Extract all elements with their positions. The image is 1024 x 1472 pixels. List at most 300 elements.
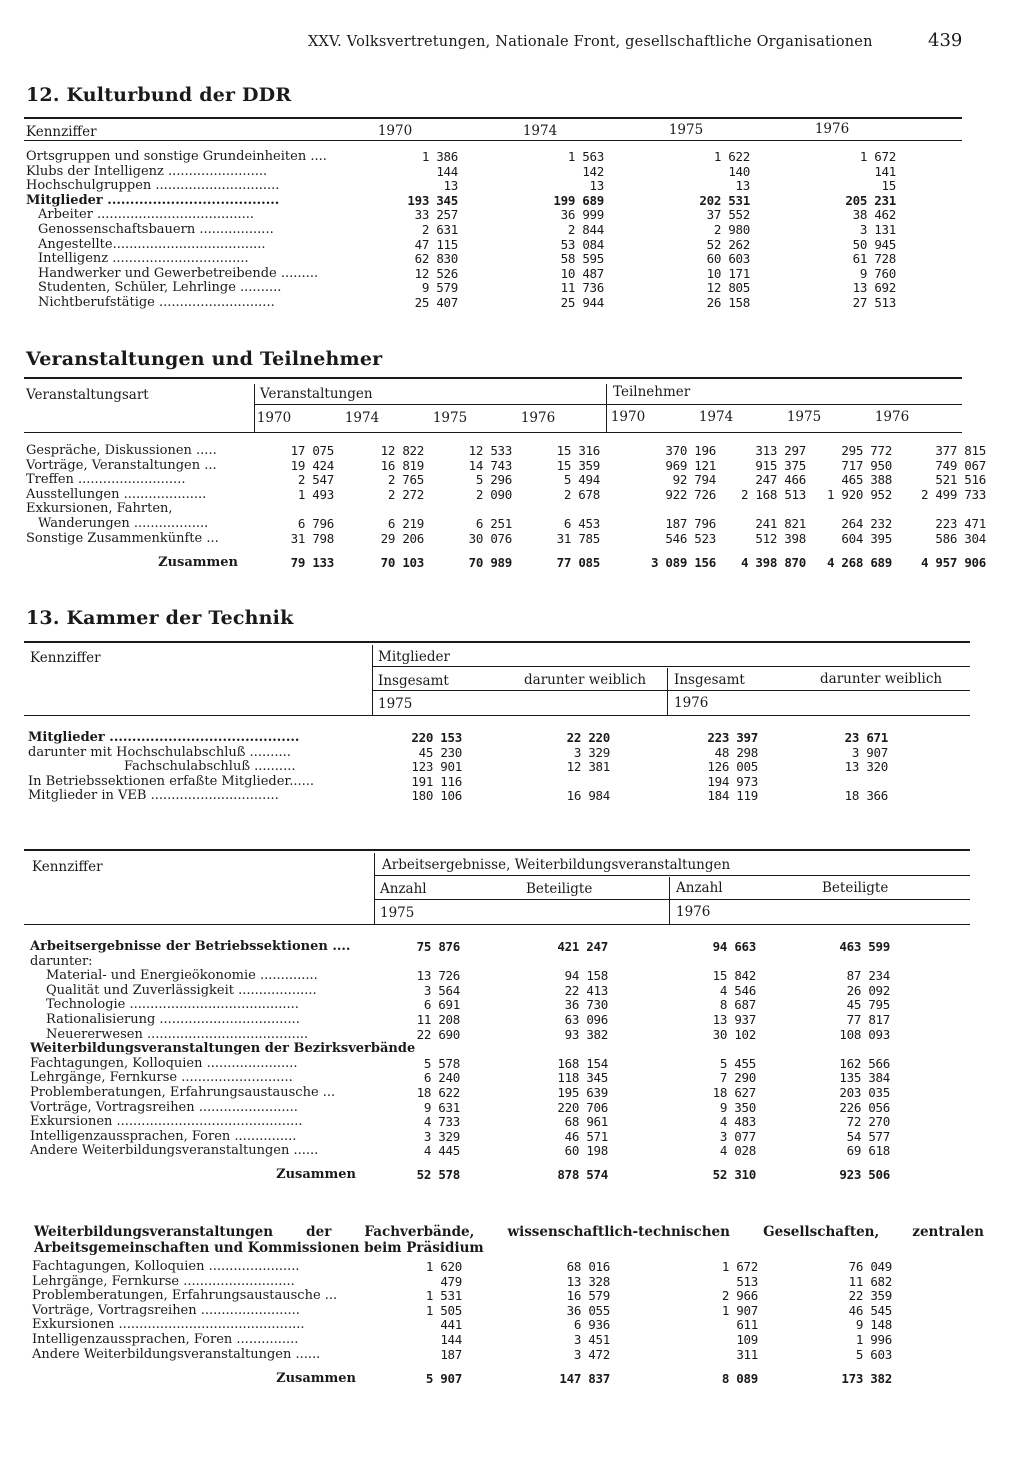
cell-value: 8 687 (719, 997, 756, 1013)
cell-value: 1 672 (721, 1259, 758, 1274)
cell-value: 60 603 (706, 251, 750, 267)
row-label: darunter: (30, 953, 93, 969)
cell-value: 36 730 (564, 997, 608, 1013)
column-group-teilnehmer: Teilnehmer (613, 384, 691, 400)
cell-value (512, 502, 600, 517)
cell-value: 191 116 (411, 773, 462, 789)
cell-value: 141 (874, 163, 896, 179)
table-row (26, 532, 986, 547)
cell-value: 19 424 (290, 457, 334, 473)
section-title-veranstaltungen: Veranstaltungen und Teilnehmer (26, 348, 383, 370)
table-row (30, 1130, 890, 1145)
cell-value: 45 795 (846, 997, 890, 1013)
cell-value: 193 345 (407, 192, 458, 208)
cell-value: 6 691 (423, 997, 460, 1013)
cell-value: 311 (736, 1346, 758, 1362)
total-row (30, 1159, 890, 1183)
table-row (30, 1057, 890, 1072)
cell-value: 60 198 (564, 1143, 608, 1159)
table-row (30, 984, 890, 999)
cell-value: 10 487 (560, 265, 604, 281)
cell-value: 513 (736, 1273, 758, 1289)
cell-value: 25 944 (560, 294, 604, 310)
cell-value: 2 844 (567, 221, 604, 237)
cell-value: 13 328 (566, 1273, 610, 1289)
cell-value: 421 247 (557, 939, 608, 954)
cell-value: 5 494 (563, 472, 600, 488)
row-label: Andere Weiterbildungsveranstaltungen ...... (32, 1346, 321, 1362)
cell-value: 12 805 (706, 280, 750, 296)
cell-value: 13 (443, 178, 458, 194)
cell-value (460, 955, 608, 970)
cell-value: 140 (728, 163, 750, 179)
cell-value (424, 502, 512, 517)
cell-value: 12 526 (414, 265, 458, 281)
cell-value: 611 (736, 1317, 758, 1333)
column-header-anzahl: Anzahl (676, 880, 723, 896)
row-label: Zusammen (276, 1370, 356, 1386)
table-header-rule (24, 715, 970, 716)
cell-value: 92 794 (672, 472, 716, 488)
cell-value: 203 035 (839, 1084, 890, 1100)
cell-value: 441 (440, 1317, 462, 1333)
cell-value: 3 131 (859, 221, 896, 237)
row-label: Sonstige Zusammenkünfte ... (26, 530, 219, 546)
cell-value: 5 455 (719, 1055, 756, 1071)
column-header-year: 1976 (874, 409, 910, 425)
kulturbund-table (26, 150, 896, 311)
row-label: Technologie ......................................... (46, 997, 299, 1013)
table-row (30, 1086, 890, 1101)
row-label: Mitglieder in VEB ............................... (28, 788, 279, 804)
cell-value: 377 815 (935, 443, 986, 458)
table-row (28, 760, 888, 775)
column-header-year: 1975 (380, 905, 415, 921)
group-header-rule (254, 404, 962, 405)
column-header-beteiligte: Beteiligte (526, 881, 593, 897)
column-header-year: 1974 (344, 410, 380, 426)
table-row (28, 731, 888, 746)
cell-value: 2 272 (387, 486, 424, 502)
cell-value: 370 196 (665, 443, 716, 458)
table-row (26, 473, 986, 488)
cell-value: 3 451 (573, 1331, 610, 1347)
row-label: Nichtberufstätige ............................ (38, 294, 275, 310)
table-row (26, 459, 986, 474)
cell-value: 52 262 (706, 236, 750, 252)
cell-value: 22 413 (564, 982, 608, 998)
table-header-rule (24, 140, 962, 141)
cell-value: 11 736 (560, 280, 604, 296)
row-label: Zusammen (158, 554, 238, 570)
cell-value: 2 678 (563, 486, 600, 502)
table-row (32, 1318, 892, 1333)
cell-value: 94 663 (712, 939, 756, 954)
cell-value: 6 936 (573, 1317, 610, 1333)
cell-value: 45 230 (418, 744, 462, 760)
table-row (30, 940, 890, 955)
row-label: Fachtagungen, Kolloquien ...................... (32, 1259, 300, 1274)
cell-value: 3 564 (423, 982, 460, 998)
cell-value: 13 (589, 178, 604, 194)
cell-value (608, 1042, 756, 1057)
cell-value: 50 945 (852, 236, 896, 252)
cell-value (756, 1042, 890, 1057)
cell-value (716, 502, 806, 517)
row-label: darunter mit Hochschulabschluß .......... (28, 744, 291, 760)
table-row (32, 1275, 892, 1290)
cell-value: 4 445 (423, 1143, 460, 1159)
cell-value: 118 345 (557, 1070, 608, 1086)
column-header-year: 1975 (668, 122, 704, 138)
table-row (26, 208, 896, 223)
cell-value: 187 (440, 1346, 462, 1362)
cell-value: 63 096 (564, 1011, 608, 1027)
row-label: Lehrgänge, Fernkurse ........................... (30, 1070, 293, 1086)
column-header-veranstaltungsart: Veranstaltungsart (26, 387, 149, 403)
row-label: Studenten, Schüler, Lehrlinge .......... (38, 280, 282, 296)
table-row (30, 998, 890, 1013)
fachverbaende-heading: Weiterbildungsveranstaltungen der Fachverbände, wissenschaftlich-technischen Gesellschaften, zentralen Arbeitsgemeinschaften und Kommissionen beim Präsidium (34, 1224, 984, 1256)
cell-value: 77 085 (556, 554, 600, 570)
column-header-anzahl: Anzahl (380, 881, 427, 897)
cell-value: 220 153 (411, 730, 462, 745)
kammer-mitglieder-table (28, 731, 888, 804)
cell-value: 4 733 (423, 1114, 460, 1130)
row-label: Treffen .......................... (26, 472, 186, 488)
cell-value: 12 822 (380, 443, 424, 458)
cell-value: 126 005 (707, 759, 758, 775)
cell-value: 11 682 (848, 1273, 892, 1289)
cell-value: 1 920 952 (826, 486, 892, 502)
row-label: Mitglieder ...................................... (26, 192, 280, 208)
cell-value: 16 819 (380, 457, 424, 473)
cell-value: 36 999 (560, 207, 604, 223)
cell-value: 9 760 (859, 265, 896, 281)
table-row (28, 775, 888, 790)
cell-value: 4 398 870 (740, 554, 806, 570)
cell-value: 2 547 (297, 472, 334, 488)
table-row (26, 296, 896, 311)
cell-value: 205 231 (845, 192, 896, 208)
table-header-rule (24, 924, 970, 925)
row-label: Neuererwesen ....................................... (46, 1026, 309, 1042)
cell-value: 13 320 (844, 759, 888, 775)
row-label: Problemberatungen, Erfahrungsaustausche ... (32, 1288, 338, 1304)
cell-value (756, 955, 890, 970)
cell-value: 195 639 (557, 1084, 608, 1100)
cell-value: 512 398 (755, 530, 806, 546)
column-header-year: 1974 (522, 123, 558, 139)
cell-value: 48 298 (714, 744, 758, 760)
cell-value: 3 907 (851, 744, 888, 760)
cell-value: 46 571 (564, 1128, 608, 1144)
cell-value: 162 566 (839, 1055, 890, 1071)
running-head: XXV. Volksvertretungen, Nationale Front, gesellschaftliche Organisationen (308, 34, 873, 50)
cell-value: 9 631 (423, 1099, 460, 1115)
cell-value: 6 453 (563, 515, 600, 531)
column-header-year: 1975 (786, 409, 822, 425)
row-label: Material- und Energieökonomie .............. (46, 968, 318, 984)
cell-value: 18 622 (416, 1084, 460, 1100)
row-label: Vorträge, Vortragsreihen ........................ (32, 1302, 300, 1318)
cell-value: 23 671 (844, 730, 888, 745)
row-label: Genossenschaftsbauern .................. (38, 221, 274, 237)
table-row (32, 1348, 892, 1363)
column-group-mitglieder: Mitglieder (378, 649, 450, 665)
kammer-fachverbaende-table (32, 1260, 892, 1386)
table-row (30, 1042, 890, 1057)
cell-value: 30 076 (468, 530, 512, 546)
cell-value: 247 466 (755, 472, 806, 488)
cell-value: 26 158 (706, 294, 750, 310)
cell-value: 52 310 (712, 1167, 756, 1183)
cell-value: 27 513 (852, 294, 896, 310)
table-header-rule (24, 432, 962, 433)
cell-value: 46 545 (848, 1302, 892, 1318)
cell-value: 33 257 (414, 207, 458, 223)
cell-value: 521 516 (935, 472, 986, 488)
cell-value: 1 620 (425, 1259, 462, 1274)
cell-value: 25 407 (414, 294, 458, 310)
table-row (30, 1115, 890, 1130)
cell-value: 15 (881, 178, 896, 194)
cell-value: 18 366 (844, 788, 888, 804)
cell-value: 61 728 (852, 251, 896, 267)
row-label: Zusammen (276, 1167, 356, 1183)
row-label: Vorträge, Veranstaltungen ... (26, 457, 217, 473)
cell-value: 76 049 (848, 1259, 892, 1274)
table-row (26, 194, 896, 209)
cell-value: 9 148 (855, 1317, 892, 1333)
cell-value: 12 381 (566, 759, 610, 775)
cell-value: 220 706 (557, 1099, 608, 1115)
cell-value: 2 631 (421, 221, 458, 237)
row-label: Andere Weiterbildungsveranstaltungen ...... (30, 1143, 319, 1159)
cell-value: 4 268 689 (826, 554, 892, 570)
cell-value: 915 375 (755, 457, 806, 473)
cell-value (608, 955, 756, 970)
cell-value: 58 595 (560, 251, 604, 267)
group-header-rule (372, 666, 970, 667)
cell-value: 16 984 (566, 788, 610, 804)
cell-value: 546 523 (665, 530, 716, 546)
cell-value: 15 359 (556, 457, 600, 473)
cell-value: 10 171 (706, 265, 750, 281)
cell-value: 144 (436, 163, 458, 179)
cell-value: 36 055 (566, 1302, 610, 1318)
cell-value: 15 316 (556, 443, 600, 458)
row-label: Arbeiter ...................................... (38, 207, 255, 223)
cell-value: 264 232 (841, 515, 892, 531)
cell-value: 6 240 (423, 1070, 460, 1086)
cell-value: 2 980 (713, 221, 750, 237)
row-label: Gespräche, Diskussionen ..... (26, 443, 217, 458)
cell-value: 3 472 (573, 1346, 610, 1362)
row-label: Mitglieder .......................................... (28, 730, 300, 745)
cell-value: 223 397 (707, 730, 758, 745)
column-header-year: 1975 (432, 410, 468, 426)
cell-value: 144 (440, 1331, 462, 1347)
column-header-weiblich: darunter weiblich (524, 672, 647, 688)
column-divider (374, 853, 375, 924)
cell-value: 26 092 (846, 982, 890, 998)
cell-value: 313 297 (755, 443, 806, 458)
cell-value: 1 505 (425, 1302, 462, 1318)
cell-value: 70 103 (380, 554, 424, 570)
table-row (26, 267, 896, 282)
cell-value: 22 690 (416, 1026, 460, 1042)
cell-value: 1 386 (421, 149, 458, 164)
table-row (26, 223, 896, 238)
cell-value: 16 579 (566, 1288, 610, 1304)
cell-value: 479 (440, 1273, 462, 1289)
cell-value: 17 075 (290, 443, 334, 458)
column-header-year: 1970 (377, 123, 413, 139)
cell-value: 72 270 (846, 1114, 890, 1130)
table-row (32, 1304, 892, 1319)
table-row (26, 444, 986, 459)
cell-value: 226 056 (839, 1099, 890, 1115)
cell-value: 223 471 (935, 515, 986, 531)
cell-value: 4 957 906 (920, 554, 986, 570)
cell-value: 586 304 (935, 530, 986, 546)
column-header-kennziffer: Kennziffer (30, 650, 101, 666)
cell-value: 4 546 (719, 982, 756, 998)
cell-value: 37 552 (706, 207, 750, 223)
cell-value: 38 462 (852, 207, 896, 223)
table-row (30, 1071, 890, 1086)
cell-value: 18 627 (712, 1084, 756, 1100)
row-label: Qualität und Zuverlässigkeit ................... (46, 982, 317, 998)
table-row (26, 165, 896, 180)
cell-value: 3 329 (573, 744, 610, 760)
cell-value: 3 077 (719, 1128, 756, 1144)
cell-value: 9 579 (421, 280, 458, 296)
cell-value: 123 901 (411, 759, 462, 775)
column-header-kennziffer: Kennziffer (26, 124, 97, 140)
cell-value: 878 574 (557, 1167, 608, 1183)
cell-value: 923 506 (839, 1167, 890, 1183)
column-header-year: 1970 (256, 410, 292, 426)
cell-value: 2 499 733 (920, 486, 986, 502)
cell-value: 13 726 (416, 968, 460, 984)
cell-value (600, 502, 716, 517)
cell-value: 194 973 (707, 773, 758, 789)
cell-value: 87 234 (846, 968, 890, 984)
cell-value: 142 (582, 163, 604, 179)
group-header-rule (374, 875, 970, 876)
cell-value: 54 577 (846, 1128, 890, 1144)
cell-value: 5 603 (855, 1346, 892, 1362)
row-label: Ortsgruppen und sonstige Grundeinheiten .... (26, 149, 327, 164)
cell-value: 749 067 (935, 457, 986, 473)
cell-value: 8 089 (721, 1370, 758, 1386)
cell-value: 13 937 (712, 1011, 756, 1027)
table-row (32, 1260, 892, 1275)
table-row (32, 1289, 892, 1304)
cell-value: 62 830 (414, 251, 458, 267)
column-header-year: 1976 (520, 410, 556, 426)
column-divider (669, 877, 670, 924)
cell-value: 2 168 513 (740, 486, 806, 502)
column-group-veranstaltungen: Veranstaltungen (260, 386, 373, 402)
cell-value: 13 692 (852, 280, 896, 296)
cell-value: 69 618 (846, 1143, 890, 1159)
row-label: Handwerker und Gewerbetreibende ......... (38, 265, 319, 281)
row-label: Exkursionen, Fahrten, (26, 501, 173, 517)
cell-value: 22 359 (848, 1288, 892, 1304)
cell-value: 1 996 (855, 1331, 892, 1347)
cell-value: 2 090 (475, 486, 512, 502)
table-row (30, 955, 890, 970)
cell-value: 52 578 (416, 1167, 460, 1183)
cell-value: 5 578 (423, 1055, 460, 1071)
page-number: 439 (928, 30, 963, 51)
cell-value: 1 622 (713, 149, 750, 164)
table-row (26, 517, 986, 532)
cell-value: 717 950 (841, 457, 892, 473)
section-title-kulturbund: 12. Kulturbund der DDR (26, 84, 292, 106)
cell-value: 1 672 (859, 149, 896, 164)
table-top-rule (24, 849, 970, 851)
row-label: Klubs der Intelligenz ........................ (26, 163, 268, 179)
row-label: Fachschulabschluß .......... (124, 759, 296, 775)
cell-value: 969 121 (665, 457, 716, 473)
cell-value: 463 599 (839, 939, 890, 954)
column-divider (667, 668, 668, 715)
column-header-insgesamt: Insgesamt (674, 672, 745, 688)
table-top-rule (24, 117, 962, 119)
table-top-rule (24, 377, 962, 379)
cell-value: 199 689 (553, 192, 604, 208)
column-header-year: 1970 (610, 409, 646, 425)
table-row (26, 238, 896, 253)
column-header-year: 1974 (698, 409, 734, 425)
row-label: Intelligenzaussprachen, Foren ............... (32, 1331, 299, 1347)
table-row (30, 1101, 890, 1116)
cell-value: 79 133 (290, 554, 334, 570)
table-row (30, 1013, 890, 1028)
cell-value: 13 (735, 178, 750, 194)
cell-value: 1 563 (567, 149, 604, 164)
table-top-rule (24, 641, 970, 643)
column-group-arbeitsergebnisse: Arbeitsergebnisse, Weiterbildungsveranstaltungen (382, 857, 731, 873)
cell-value (892, 502, 986, 517)
row-label: Wanderungen .................. (38, 515, 209, 531)
row-label: Vorträge, Vortragsreihen ........................ (30, 1099, 298, 1115)
cell-value: 168 154 (557, 1055, 608, 1071)
column-header-beteiligte: Beteiligte (822, 880, 889, 896)
total-row (26, 546, 986, 570)
column-header-weiblich: darunter weiblich (820, 671, 943, 687)
cell-value (460, 1042, 608, 1057)
cell-value: 109 (736, 1331, 758, 1347)
cell-value: 3 089 156 (650, 554, 716, 570)
row-label: Lehrgänge, Fernkurse ........................... (32, 1273, 295, 1289)
row-label: In Betriebssektionen erfaßte Mitglieder...... (28, 773, 315, 789)
cell-value: 180 106 (411, 788, 462, 804)
cell-value: 70 989 (468, 554, 512, 570)
table-row (26, 179, 896, 194)
cell-value: 68 961 (564, 1114, 608, 1130)
column-header-insgesamt: Insgesamt (378, 673, 449, 689)
cell-value (462, 775, 610, 790)
table-row (28, 746, 888, 761)
cell-value: 4 028 (719, 1143, 756, 1159)
cell-value: 187 796 (665, 515, 716, 531)
cell-value (758, 775, 888, 790)
